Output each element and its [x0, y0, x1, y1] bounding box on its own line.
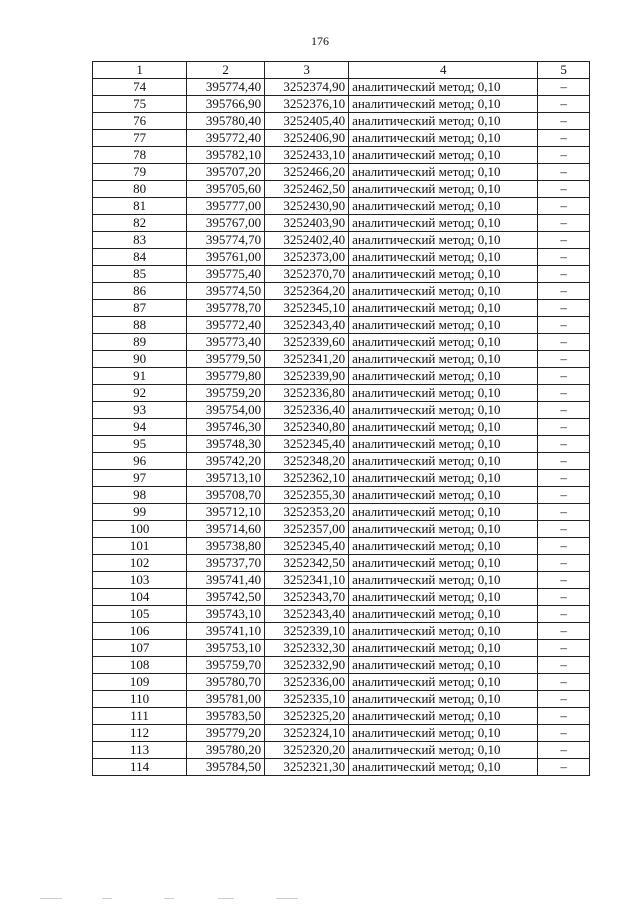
table-row	[93, 351, 590, 368]
method-accuracy-cell: аналитический метод; 0,10	[349, 300, 538, 317]
method-accuracy-cell: аналитический метод; 0,10	[349, 181, 538, 198]
table-row	[93, 708, 590, 725]
x-coordinate-cell: 395778,70	[187, 300, 265, 317]
method-accuracy-cell: аналитический метод; 0,10	[349, 521, 538, 538]
point-number-cell: 100	[93, 521, 187, 538]
description-cell: –	[538, 283, 590, 300]
point-number-cell: 94	[93, 419, 187, 436]
point-number-cell: 74	[93, 79, 187, 96]
x-coordinate-cell: 395746,30	[187, 419, 265, 436]
page-number: 176	[311, 34, 329, 48]
x-coordinate-cell: 395780,20	[187, 742, 265, 759]
point-number-cell: 109	[93, 674, 187, 691]
x-coordinate-cell: 395705,60	[187, 181, 265, 198]
y-coordinate-cell: 3252339,10	[265, 623, 349, 640]
point-number-cell: 79	[93, 164, 187, 181]
description-cell: –	[538, 334, 590, 351]
method-accuracy-cell: аналитический метод; 0,10	[349, 708, 538, 725]
x-coordinate-cell: 395748,30	[187, 436, 265, 453]
y-coordinate-cell: 3252405,40	[265, 113, 349, 130]
y-coordinate-cell: 3252355,30	[265, 487, 349, 504]
method-accuracy-cell: аналитический метод; 0,10	[349, 572, 538, 589]
description-cell: –	[538, 453, 590, 470]
table-row	[93, 606, 590, 623]
y-coordinate-cell: 3252343,40	[265, 606, 349, 623]
table-row	[93, 725, 590, 742]
description-cell: –	[538, 266, 590, 283]
x-coordinate-cell: 395775,40	[187, 266, 265, 283]
x-coordinate-cell: 395742,50	[187, 589, 265, 606]
y-coordinate-cell: 3252374,90	[265, 79, 349, 96]
description-cell: –	[538, 725, 590, 742]
method-accuracy-cell: аналитический метод; 0,10	[349, 334, 538, 351]
table-row	[93, 402, 590, 419]
method-accuracy-cell: аналитический метод; 0,10	[349, 266, 538, 283]
description-cell: –	[538, 351, 590, 368]
point-number-cell: 93	[93, 402, 187, 419]
description-cell: –	[538, 470, 590, 487]
method-accuracy-cell: аналитический метод; 0,10	[349, 657, 538, 674]
point-number-cell: 75	[93, 96, 187, 113]
table-row	[93, 300, 590, 317]
point-number-cell: 82	[93, 215, 187, 232]
point-number-cell: 77	[93, 130, 187, 147]
y-coordinate-cell: 3252370,70	[265, 266, 349, 283]
description-cell: –	[538, 674, 590, 691]
point-number-cell: 108	[93, 657, 187, 674]
x-coordinate-cell: 395779,80	[187, 368, 265, 385]
description-cell: –	[538, 572, 590, 589]
point-number-cell: 85	[93, 266, 187, 283]
method-accuracy-cell: аналитический метод; 0,10	[349, 249, 538, 266]
point-number-cell: 99	[93, 504, 187, 521]
table-row	[93, 283, 590, 300]
method-accuracy-cell: аналитический метод; 0,10	[349, 419, 538, 436]
footer-scan-marks	[40, 898, 340, 902]
x-coordinate-cell: 395761,00	[187, 249, 265, 266]
description-cell: –	[538, 164, 590, 181]
description-cell: –	[538, 113, 590, 130]
table-row	[93, 232, 590, 249]
table-row	[93, 657, 590, 674]
x-coordinate-cell: 395766,90	[187, 96, 265, 113]
y-coordinate-cell: 3252321,30	[265, 759, 349, 776]
table-row	[93, 96, 590, 113]
y-coordinate-cell: 3252357,00	[265, 521, 349, 538]
y-coordinate-cell: 3252339,90	[265, 368, 349, 385]
method-accuracy-cell: аналитический метод; 0,10	[349, 164, 538, 181]
table-row	[93, 368, 590, 385]
x-coordinate-cell: 395741,40	[187, 572, 265, 589]
y-coordinate-cell: 3252336,00	[265, 674, 349, 691]
x-coordinate-cell: 395780,70	[187, 674, 265, 691]
y-coordinate-cell: 3252433,10	[265, 147, 349, 164]
method-accuracy-cell: аналитический метод; 0,10	[349, 470, 538, 487]
y-coordinate-cell: 3252373,00	[265, 249, 349, 266]
y-coordinate-cell: 3252332,90	[265, 657, 349, 674]
x-coordinate-cell: 395782,10	[187, 147, 265, 164]
description-cell: –	[538, 249, 590, 266]
method-accuracy-cell: аналитический метод; 0,10	[349, 215, 538, 232]
y-coordinate-cell: 3252353,20	[265, 504, 349, 521]
point-number-cell: 81	[93, 198, 187, 215]
y-coordinate-cell: 3252345,10	[265, 300, 349, 317]
table-row	[93, 215, 590, 232]
x-coordinate-cell: 395780,40	[187, 113, 265, 130]
table-row	[93, 385, 590, 402]
description-cell: –	[538, 436, 590, 453]
table-row	[93, 691, 590, 708]
x-coordinate-cell: 395707,20	[187, 164, 265, 181]
x-coordinate-cell: 395708,70	[187, 487, 265, 504]
point-number-cell: 86	[93, 283, 187, 300]
method-accuracy-cell: аналитический метод; 0,10	[349, 232, 538, 249]
x-coordinate-cell: 395737,70	[187, 555, 265, 572]
y-coordinate-cell: 3252348,20	[265, 453, 349, 470]
point-number-cell: 101	[93, 538, 187, 555]
x-coordinate-cell: 395714,60	[187, 521, 265, 538]
coordinates-table	[92, 61, 590, 776]
table-row	[93, 334, 590, 351]
table-row	[93, 521, 590, 538]
y-coordinate-cell: 3252364,20	[265, 283, 349, 300]
column-header-4: 4	[349, 62, 538, 79]
table-body	[93, 79, 590, 776]
method-accuracy-cell: аналитический метод; 0,10	[349, 487, 538, 504]
description-cell: –	[538, 640, 590, 657]
table-row	[93, 198, 590, 215]
method-accuracy-cell: аналитический метод; 0,10	[349, 674, 538, 691]
point-number-cell: 80	[93, 181, 187, 198]
y-coordinate-cell: 3252341,10	[265, 572, 349, 589]
point-number-cell: 78	[93, 147, 187, 164]
point-number-cell: 88	[93, 317, 187, 334]
table-row	[93, 317, 590, 334]
y-coordinate-cell: 3252402,40	[265, 232, 349, 249]
point-number-cell: 111	[93, 708, 187, 725]
table-row	[93, 130, 590, 147]
description-cell: –	[538, 147, 590, 164]
method-accuracy-cell: аналитический метод; 0,10	[349, 691, 538, 708]
description-cell: –	[538, 368, 590, 385]
x-coordinate-cell: 395741,10	[187, 623, 265, 640]
x-coordinate-cell: 395742,20	[187, 453, 265, 470]
method-accuracy-cell: аналитический метод; 0,10	[349, 555, 538, 572]
x-coordinate-cell: 395713,10	[187, 470, 265, 487]
description-cell: –	[538, 402, 590, 419]
point-number-cell: 113	[93, 742, 187, 759]
description-cell: –	[538, 487, 590, 504]
description-cell: –	[538, 759, 590, 776]
description-cell: –	[538, 691, 590, 708]
x-coordinate-cell: 395774,70	[187, 232, 265, 249]
table-row	[93, 538, 590, 555]
description-cell: –	[538, 419, 590, 436]
method-accuracy-cell: аналитический метод; 0,10	[349, 504, 538, 521]
point-number-cell: 87	[93, 300, 187, 317]
method-accuracy-cell: аналитический метод; 0,10	[349, 725, 538, 742]
y-coordinate-cell: 3252332,30	[265, 640, 349, 657]
method-accuracy-cell: аналитический метод; 0,10	[349, 351, 538, 368]
point-number-cell: 104	[93, 589, 187, 606]
method-accuracy-cell: аналитический метод; 0,10	[349, 623, 538, 640]
table-row	[93, 113, 590, 130]
y-coordinate-cell: 3252403,90	[265, 215, 349, 232]
method-accuracy-cell: аналитический метод; 0,10	[349, 640, 538, 657]
y-coordinate-cell: 3252362,10	[265, 470, 349, 487]
description-cell: –	[538, 385, 590, 402]
description-cell: –	[538, 198, 590, 215]
method-accuracy-cell: аналитический метод; 0,10	[349, 147, 538, 164]
description-cell: –	[538, 317, 590, 334]
method-accuracy-cell: аналитический метод; 0,10	[349, 368, 538, 385]
point-number-cell: 107	[93, 640, 187, 657]
y-coordinate-cell: 3252343,40	[265, 317, 349, 334]
x-coordinate-cell: 395767,00	[187, 215, 265, 232]
table-row	[93, 79, 590, 96]
y-coordinate-cell: 3252341,20	[265, 351, 349, 368]
point-number-cell: 90	[93, 351, 187, 368]
method-accuracy-cell: аналитический метод; 0,10	[349, 742, 538, 759]
table-row	[93, 436, 590, 453]
y-coordinate-cell: 3252335,10	[265, 691, 349, 708]
point-number-cell: 92	[93, 385, 187, 402]
x-coordinate-cell: 395774,50	[187, 283, 265, 300]
method-accuracy-cell: аналитический метод; 0,10	[349, 317, 538, 334]
y-coordinate-cell: 3252324,10	[265, 725, 349, 742]
y-coordinate-cell: 3252406,90	[265, 130, 349, 147]
method-accuracy-cell: аналитический метод; 0,10	[349, 606, 538, 623]
description-cell: –	[538, 708, 590, 725]
point-number-cell: 76	[93, 113, 187, 130]
table-row	[93, 572, 590, 589]
table-row	[93, 504, 590, 521]
x-coordinate-cell: 395743,10	[187, 606, 265, 623]
point-number-cell: 84	[93, 249, 187, 266]
point-number-cell: 95	[93, 436, 187, 453]
x-coordinate-cell: 395772,40	[187, 317, 265, 334]
description-cell: –	[538, 232, 590, 249]
table-row	[93, 555, 590, 572]
point-number-cell: 97	[93, 470, 187, 487]
method-accuracy-cell: аналитический метод; 0,10	[349, 130, 538, 147]
table-row	[93, 674, 590, 691]
y-coordinate-cell: 3252325,20	[265, 708, 349, 725]
x-coordinate-cell: 395774,40	[187, 79, 265, 96]
method-accuracy-cell: аналитический метод; 0,10	[349, 402, 538, 419]
table-row	[93, 470, 590, 487]
y-coordinate-cell: 3252466,20	[265, 164, 349, 181]
x-coordinate-cell: 395777,00	[187, 198, 265, 215]
y-coordinate-cell: 3252462,50	[265, 181, 349, 198]
point-number-cell: 89	[93, 334, 187, 351]
table-row	[93, 266, 590, 283]
table-row	[93, 164, 590, 181]
x-coordinate-cell: 395772,40	[187, 130, 265, 147]
y-coordinate-cell: 3252336,40	[265, 402, 349, 419]
x-coordinate-cell: 395754,00	[187, 402, 265, 419]
point-number-cell: 105	[93, 606, 187, 623]
table-row	[93, 589, 590, 606]
point-number-cell: 102	[93, 555, 187, 572]
point-number-cell: 103	[93, 572, 187, 589]
method-accuracy-cell: аналитический метод; 0,10	[349, 538, 538, 555]
description-cell: –	[538, 504, 590, 521]
description-cell: –	[538, 742, 590, 759]
point-number-cell: 98	[93, 487, 187, 504]
method-accuracy-cell: аналитический метод; 0,10	[349, 589, 538, 606]
column-header-5: 5	[538, 62, 590, 79]
table-row	[93, 249, 590, 266]
description-cell: –	[538, 606, 590, 623]
method-accuracy-cell: аналитический метод; 0,10	[349, 436, 538, 453]
x-coordinate-cell: 395781,00	[187, 691, 265, 708]
column-header-1: 1	[93, 62, 187, 79]
x-coordinate-cell: 395759,20	[187, 385, 265, 402]
x-coordinate-cell: 395784,50	[187, 759, 265, 776]
x-coordinate-cell: 395783,50	[187, 708, 265, 725]
y-coordinate-cell: 3252339,60	[265, 334, 349, 351]
point-number-cell: 112	[93, 725, 187, 742]
y-coordinate-cell: 3252342,50	[265, 555, 349, 572]
y-coordinate-cell: 3252320,20	[265, 742, 349, 759]
point-number-cell: 110	[93, 691, 187, 708]
description-cell: –	[538, 589, 590, 606]
y-coordinate-cell: 3252345,40	[265, 538, 349, 555]
x-coordinate-cell: 395779,20	[187, 725, 265, 742]
table-row	[93, 742, 590, 759]
point-number-cell: 83	[93, 232, 187, 249]
description-cell: –	[538, 96, 590, 113]
description-cell: –	[538, 215, 590, 232]
table-row	[93, 487, 590, 504]
method-accuracy-cell: аналитический метод; 0,10	[349, 385, 538, 402]
method-accuracy-cell: аналитический метод; 0,10	[349, 96, 538, 113]
table-row	[93, 453, 590, 470]
description-cell: –	[538, 79, 590, 96]
table-header-row	[93, 62, 590, 79]
point-number-cell: 114	[93, 759, 187, 776]
x-coordinate-cell: 395753,10	[187, 640, 265, 657]
method-accuracy-cell: аналитический метод; 0,10	[349, 113, 538, 130]
x-coordinate-cell: 395738,80	[187, 538, 265, 555]
description-cell: –	[538, 538, 590, 555]
description-cell: –	[538, 181, 590, 198]
method-accuracy-cell: аналитический метод; 0,10	[349, 453, 538, 470]
point-number-cell: 106	[93, 623, 187, 640]
method-accuracy-cell: аналитический метод; 0,10	[349, 198, 538, 215]
method-accuracy-cell: аналитический метод; 0,10	[349, 759, 538, 776]
column-header-3: 3	[265, 62, 349, 79]
table-row	[93, 759, 590, 776]
description-cell: –	[538, 300, 590, 317]
point-number-cell: 91	[93, 368, 187, 385]
x-coordinate-cell: 395712,10	[187, 504, 265, 521]
y-coordinate-cell: 3252340,80	[265, 419, 349, 436]
description-cell: –	[538, 657, 590, 674]
y-coordinate-cell: 3252343,70	[265, 589, 349, 606]
y-coordinate-cell: 3252345,40	[265, 436, 349, 453]
description-cell: –	[538, 130, 590, 147]
description-cell: –	[538, 623, 590, 640]
y-coordinate-cell: 3252376,10	[265, 96, 349, 113]
point-number-cell: 96	[93, 453, 187, 470]
column-header-2: 2	[187, 62, 265, 79]
x-coordinate-cell: 395759,70	[187, 657, 265, 674]
method-accuracy-cell: аналитический метод; 0,10	[349, 283, 538, 300]
method-accuracy-cell: аналитический метод; 0,10	[349, 79, 538, 96]
table-row	[93, 181, 590, 198]
y-coordinate-cell: 3252430,90	[265, 198, 349, 215]
x-coordinate-cell: 395779,50	[187, 351, 265, 368]
table-row	[93, 640, 590, 657]
x-coordinate-cell: 395773,40	[187, 334, 265, 351]
description-cell: –	[538, 521, 590, 538]
description-cell: –	[538, 555, 590, 572]
table-row	[93, 623, 590, 640]
table-row	[93, 419, 590, 436]
y-coordinate-cell: 3252336,80	[265, 385, 349, 402]
table-row	[93, 147, 590, 164]
